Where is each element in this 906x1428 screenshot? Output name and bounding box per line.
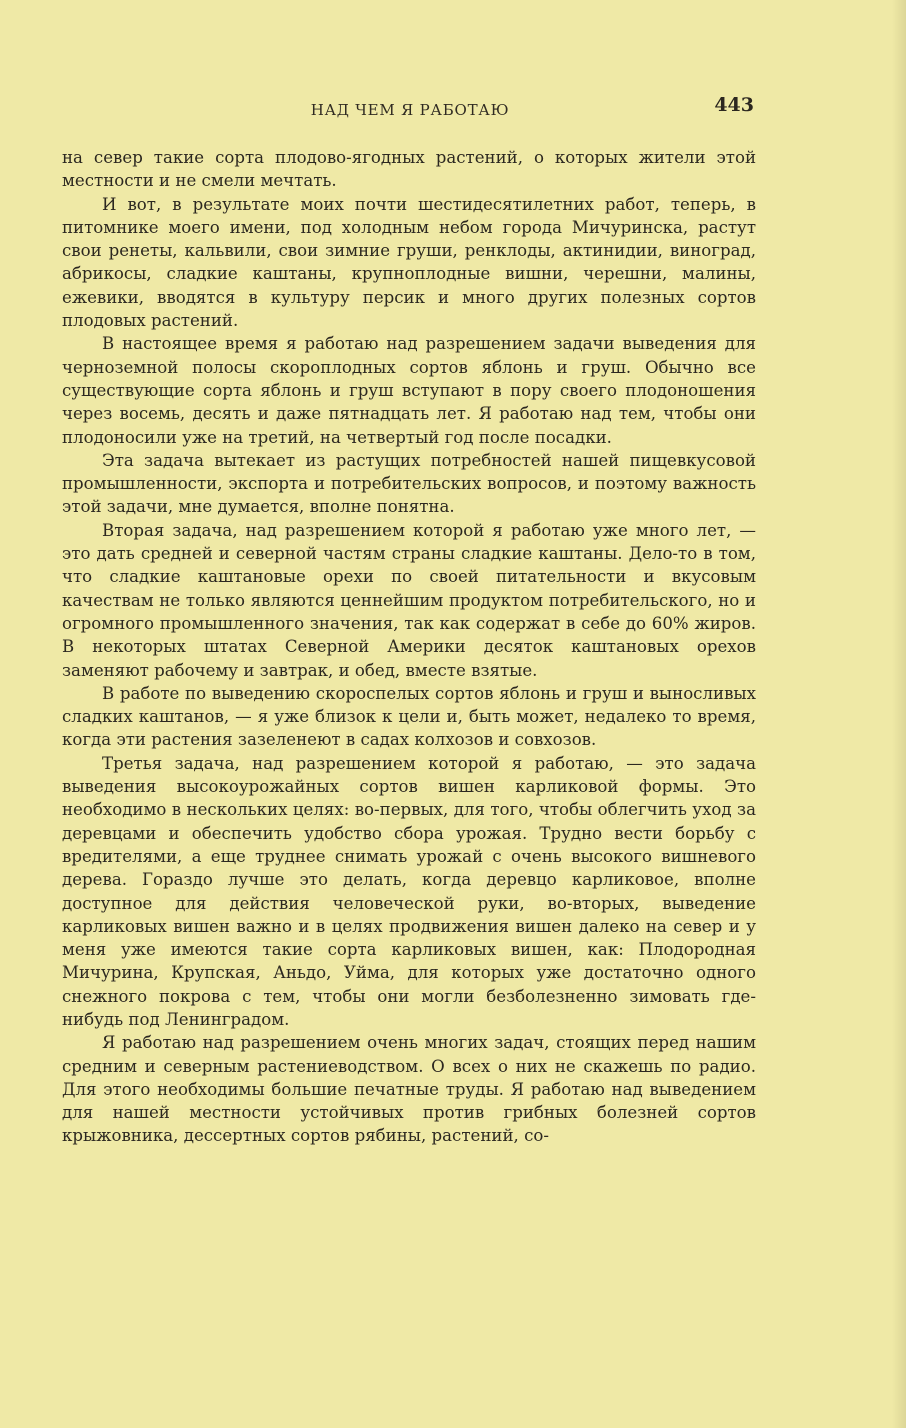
page-header — [62, 94, 758, 128]
page-edge-shadow — [892, 0, 906, 1428]
paragraph-first-task: В настоящее время я работаю над разрешением задачи выведения для черноземной полосы скороплодных сортов яблонь и груш. Обычно все существующие сорта яблонь и груш вступают в пору своего плодоношения через восемь, десять и даже пятнадцать лет. Я работаю над тем, чтобы они плодоносили уже на третий, на четвертый год после посадки. — [62, 334, 756, 447]
running-title: НАД ЧЕМ Я РАБОТАЮ — [310, 101, 510, 119]
paragraph-progress: В работе по выведению скороспелых сортов яблонь и груш и выносливых сладких каштанов, — я уже близок к цели и, быть может, недалеко то время, когда эти растения зазеленеют в садах колхозов и совхозов. — [62, 683, 756, 750]
paragraph-continuation: на север такие сорта плодово-ягодных растений, о которых жители этой местности и не смели мечтать. — [62, 148, 756, 191]
paragraph-third-task: Третья задача, над разрешением которой я работаю, — это задача выведения высокоурожайных сортов вишен карликовой формы. Это необходимо в нескольких целях: во-первых, для того, чтобы облегчить уход за деревцами и обеспечить удобство сбора урожая. Трудно вести борьбу с вредителями, а еще труднее снимать урожай с очень высокого вишневого дерева. Гораздо лучше это делать, когда деревцо карликовое, вполне доступное для действия человеческой руки, во-вторых, выведение карликовых вишен важно и в целях продвижения вишен далеко на север и у меня уже имеются такие сорта карликовых вишен, как: Плодородная Мичурина, Крупская, Аньдо, Уйма, для которых уже достаточно одного снежного покрова с тем, чтобы они могли безболезненно зимовать где-нибудь под Ленинградом. — [62, 753, 756, 1029]
page-number: 443 — [714, 94, 754, 116]
paragraph-task-importance: Эта задача вытекает из растущих потребностей нашей пищевкусовой промышленности, экспорта и потребительских вопросов, и поэтому важность этой задачи, мне думается, вполне понятна. — [62, 450, 756, 517]
paragraph-second-task: Вторая задача, над разрешением которой я работаю уже много лет, — это дать средней и северной частям страны сладкие каштаны. Дело-то в том, что сладкие каштановые орехи по своей питательности и вкусовым качествам не только являются ценнейшим продуктом потребительского, но и огромного промышленного значения, так как содержат в себе до 60% жиров. В некоторых штатах Северной Америки десяток каштановых орехов заменяют рабочему и завтрак, и обед, вместе взятые. — [62, 520, 756, 680]
paragraph-many-tasks: Я работаю над разрешением очень многих задач, стоящих перед нашим средним и северным растениеводством. О всех о них не скажешь по радио. Для этого необходимы большие печатные труды. Я работаю над выведением для нашей местности устойчивых против грибных болезней сортов крыжовника, дессертных сортов рябины, растений, со- — [62, 1033, 756, 1146]
body-text — [62, 146, 756, 1148]
paragraph-nursery-results: И вот, в результате моих почти шестидесятилетних работ, теперь, в питомнике моего имени, под холодным небом города Мичуринска, растут свои ренеты, кальвили, свои зимние груши, ренклоды, актинидии, виноград, абрикосы, сладкие каштаны, крупноплодные вишни, черешни, малины, ежевики, вводятся в культуру персик и много других полезных сортов плодовых растений. — [62, 194, 756, 331]
